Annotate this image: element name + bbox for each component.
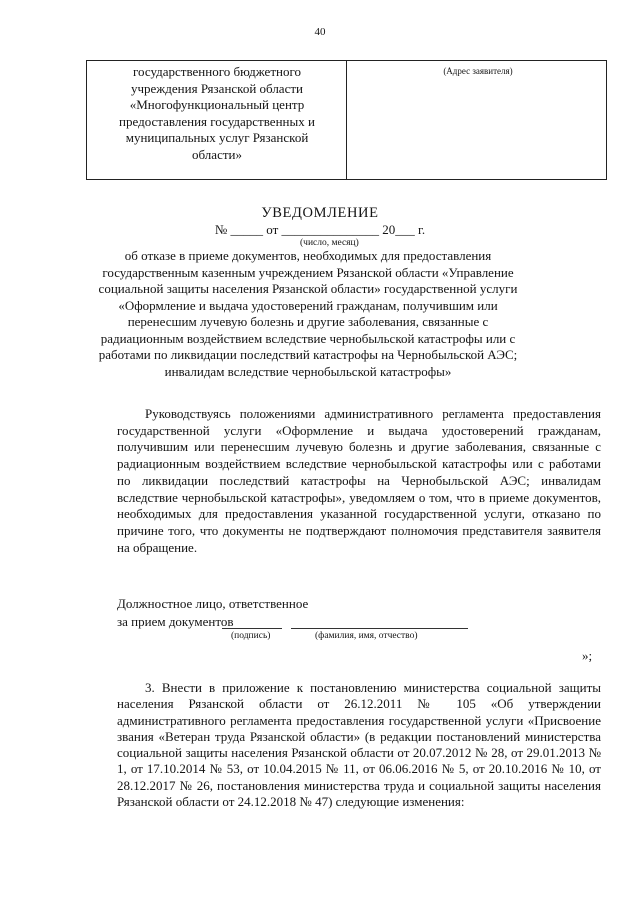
section-3-text: 3. Внести в приложение к постановлению министерства социальной защиты населения Рязанской области от 26.12.2011 № 105 «Об утверждении административного регламента предоставления государственной услуги «Присвоение звания «Ветеран труда Рязанской области» (в редакции постановлений министерства социальной защиты населения Рязанской области от 20.07.2012 № 28, от 29.01.2013 № 1, от 17.10.2014 № 53, от 10.04.2015 № 11, от 06.06.2016 № 5, от 20.10.2016 № 10, от 28.12.2017 № 26, постановления министерства труда и социальной защиты населения Рязанской области от 24.12.2018 № 47) следующие изменения:	[117, 680, 601, 810]
notice-subject: об отказе в приеме документов, необходимых для предоставления государственным казенным учреждением Рязанской области «Управление социальной защиты населения Рязанской области» государственной услуги «Оформление и выдача удостоверений гражданам, получившим или перенесшим лучевую болезнь и другие заболевания, связанные с радиационным воздействием вследствие чернобыльской катастрофы или с работами по ликвидации последствий катастрофы на Чернобыльской АЭС; инвалидам вследствие чернобыльской катастрофы»	[98, 248, 518, 379]
date-hint: (число, месяц)	[300, 238, 359, 248]
official-title-line1: Должностное лицо, ответственное	[117, 596, 309, 611]
closing-quote-mark: »;	[582, 648, 593, 663]
organization-name	[92, 64, 342, 163]
org-line: государственного бюджетного	[133, 64, 301, 79]
notice-title: УВЕДОМЛЕНИЕ	[261, 205, 379, 221]
applicant-address-label: (Адрес заявителя)	[443, 66, 513, 76]
refusal-text: Руководствуясь положениями административного регламента предоставления государственной услуги «Оформление и выдача удостоверений гражданам, получившим или перенесшим лучевую болезнь и другие заболевания, связанные с радиационным воздействием вследствие чернобыльской катастрофы или с работами по ликвидации последствий катастрофы на Чернобыльской АЭС; инвалидам вследствие чернобыльской катастрофы», уведомляем о том, что в приеме документов, необходимых для предоставления указанной государственной услуги, отказано по причине того, что документы не подтверждают полномочия представителя заявителя на обращение.	[117, 406, 601, 555]
signature-blank	[222, 628, 282, 629]
full-name-label: (фамилия, имя, отчество)	[315, 631, 418, 641]
header-column-divider	[346, 60, 347, 180]
notice-number-line: № _____ от _______________ 20___ г.	[214, 222, 426, 237]
org-line: области»	[192, 146, 242, 162]
org-line: муниципальных услуг Рязанской	[125, 130, 309, 145]
org-line: «Многофункциональный центр	[129, 97, 305, 112]
signature-label: (подпись)	[231, 631, 271, 641]
page-number: 40	[314, 26, 326, 38]
refusal-paragraph	[117, 406, 601, 556]
name-blank	[291, 628, 468, 629]
org-line: предоставления государственных и	[119, 113, 315, 129]
section-3-paragraph	[117, 680, 601, 810]
official-title-line2: за прием документов	[117, 614, 234, 629]
org-line: учреждения Рязанской области	[131, 80, 303, 96]
